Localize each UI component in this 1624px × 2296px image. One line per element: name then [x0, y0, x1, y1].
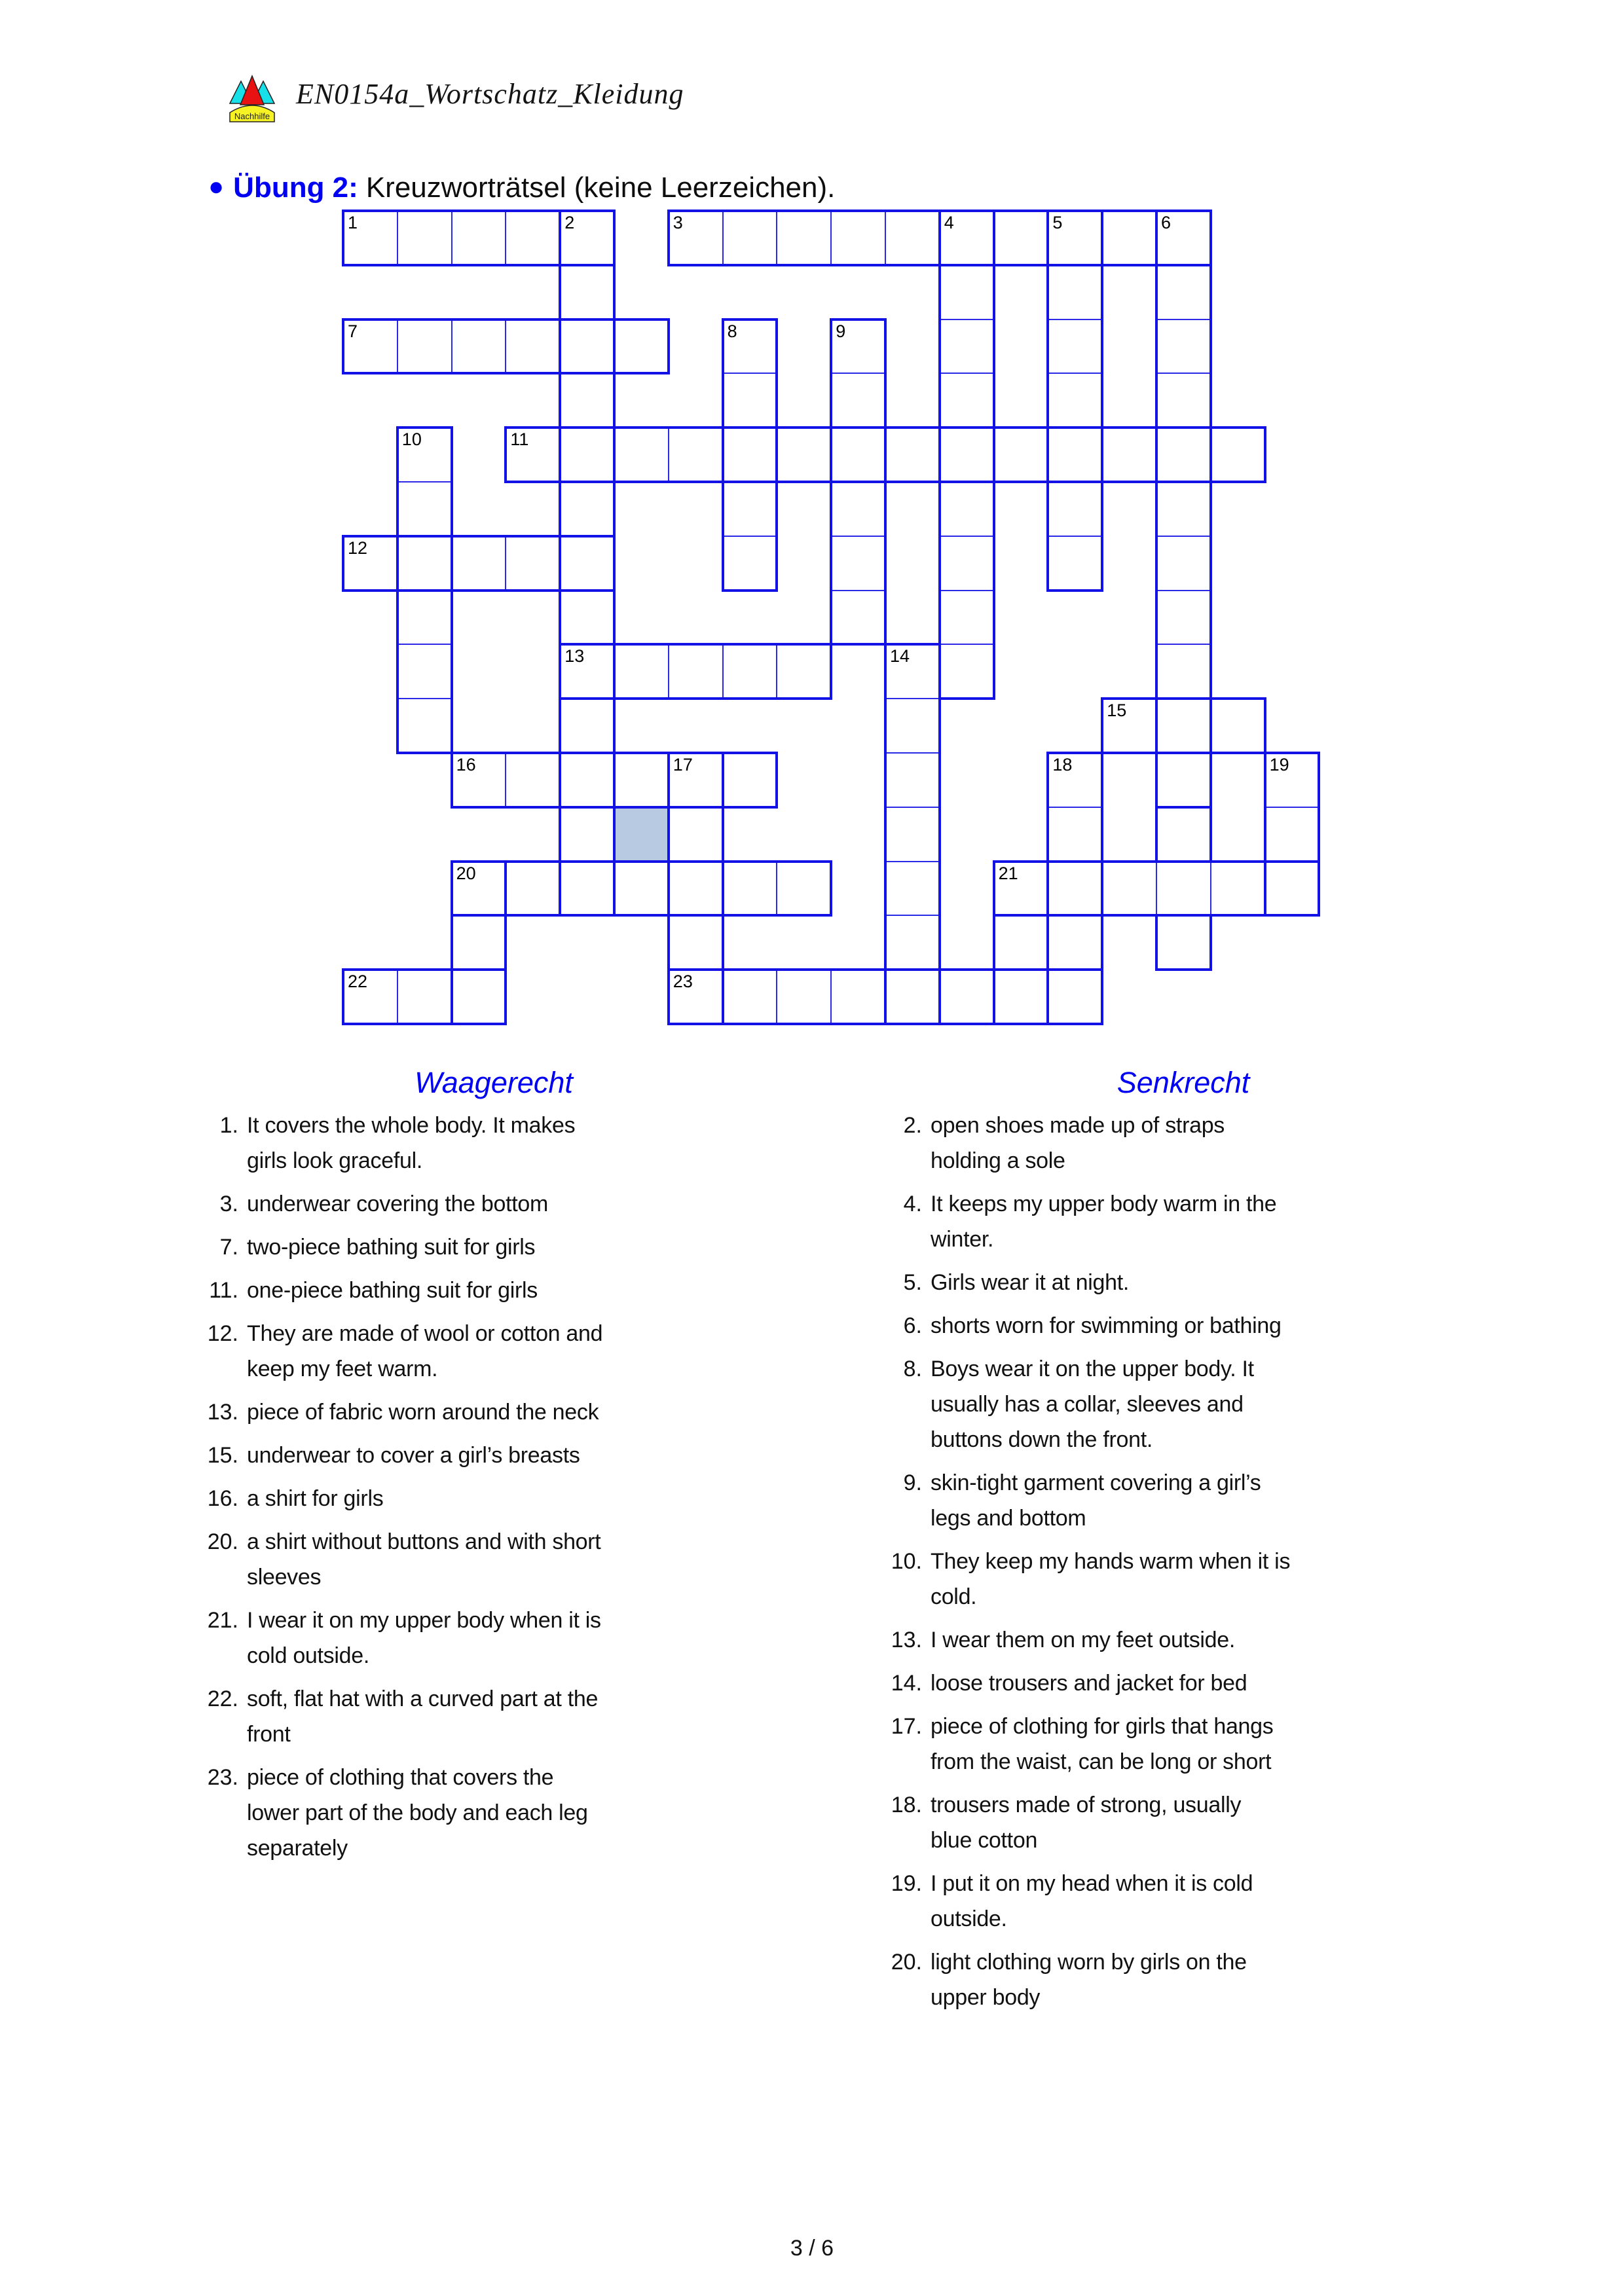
- clue-text: skin-tight garment covering a girl’s legs and bottom: [931, 1470, 1261, 1531]
- down-word-box: [1101, 752, 1158, 863]
- cell-number: 19: [1269, 755, 1289, 774]
- clue-item: [872, 1622, 1587, 1658]
- bullet-icon: ●: [208, 172, 225, 201]
- clue-number: 10.: [891, 1549, 922, 1574]
- cell-number: 7: [348, 321, 358, 341]
- clue-number: 8.: [903, 1357, 922, 1381]
- logo-text: Nachhilfe: [234, 111, 270, 121]
- clue-item: [872, 1666, 1587, 1701]
- clue-text: It keeps my upper body warm in the winter.: [931, 1192, 1277, 1252]
- clue-number: 17.: [891, 1714, 922, 1739]
- down-word-box: [1046, 210, 1103, 592]
- clue-number: 11.: [209, 1278, 238, 1303]
- clue-item: [872, 1308, 1587, 1343]
- clue-text: piece of fabric worn around the neck: [247, 1400, 599, 1425]
- clue-number: 13.: [891, 1628, 922, 1652]
- clue-item: [189, 1681, 884, 1752]
- across-clues: [189, 1108, 884, 1874]
- clue-item: [189, 1438, 884, 1473]
- clue-number: 14.: [891, 1671, 922, 1696]
- clue-number: 7.: [219, 1235, 238, 1260]
- cell-number: 12: [348, 538, 368, 558]
- clue-number: 12.: [207, 1321, 238, 1346]
- clue-number: 13.: [207, 1400, 238, 1425]
- clue-item: [872, 1351, 1587, 1457]
- cell-number: 21: [998, 863, 1018, 883]
- clue-text: I wear it on my upper body when it is cold outside.: [247, 1608, 601, 1668]
- down-word-box: [559, 643, 616, 917]
- clue-number: 1.: [219, 1113, 238, 1138]
- down-word-box: [559, 210, 616, 646]
- cell-number: 5: [1052, 213, 1063, 232]
- cell-number: 10: [401, 429, 422, 450]
- clue-number: 22.: [207, 1686, 238, 1711]
- clue-item: [872, 1709, 1587, 1779]
- clue-text: piece of clothing for girls that hangs from the waist, can be long or short: [931, 1714, 1274, 1774]
- cell-number: 6: [1161, 213, 1172, 232]
- clue-text: Girls wear it at night.: [931, 1270, 1129, 1295]
- clue-text: Boys wear it on the upper body. It usually has a collar, sleeves and buttons down the front.: [931, 1357, 1254, 1452]
- cell-number: 18: [1052, 755, 1073, 774]
- clue-number: 6.: [903, 1313, 922, 1338]
- down-word-box: [1155, 806, 1212, 863]
- clue-item: [872, 1866, 1587, 1937]
- clue-text: It covers the whole body. It makes girls look graceful.: [247, 1113, 576, 1173]
- clue-number: 15.: [207, 1443, 238, 1468]
- down-word-box: [938, 210, 995, 700]
- clue-number: 20.: [207, 1529, 238, 1554]
- clue-item: [189, 1524, 884, 1595]
- clue-item: [189, 1603, 884, 1673]
- clue-text: one-piece bathing suit for girls: [247, 1278, 538, 1303]
- clue-number: 23.: [207, 1765, 238, 1790]
- down-word-box: [1264, 752, 1321, 917]
- clue-item: [872, 1465, 1587, 1536]
- clue-text: underwear to cover a girl’s breasts: [247, 1443, 580, 1468]
- clue-item: [872, 1108, 1587, 1178]
- clue-text: They keep my hands warm when it is cold.: [931, 1549, 1291, 1609]
- clue-item: [189, 1394, 884, 1430]
- clue-number: 19.: [891, 1871, 922, 1896]
- cell-number: 9: [836, 321, 846, 341]
- cell-number: 20: [456, 863, 476, 883]
- clue-item: [189, 1186, 884, 1222]
- down-word-box: [451, 860, 507, 1025]
- down-word-box: [993, 860, 1050, 1025]
- clue-text: loose trousers and jacket for bed: [931, 1671, 1247, 1696]
- clue-number: 4.: [903, 1192, 922, 1216]
- page-number: 3 / 6: [790, 2236, 834, 2261]
- clue-number: 2.: [903, 1113, 922, 1138]
- nachhilfe-logo: [228, 73, 276, 126]
- document-title: EN0154a_Wortschatz_Kleidung: [296, 78, 684, 110]
- down-word-box: [1155, 210, 1212, 809]
- clue-number: 20.: [891, 1950, 922, 1975]
- clue-item: [189, 1108, 884, 1178]
- exercise-line: [208, 172, 835, 204]
- clue-number: 21.: [207, 1608, 238, 1633]
- clue-number: 18.: [891, 1793, 922, 1817]
- clue-text: shorts worn for swimming or bathing: [931, 1313, 1282, 1338]
- clue-number: 5.: [903, 1270, 922, 1295]
- down-header: Senkrecht: [1116, 1066, 1250, 1099]
- cell-number: 4: [944, 213, 954, 232]
- clue-item: [872, 1186, 1587, 1257]
- down-word-box: [1209, 752, 1266, 863]
- across-header: Waagerecht: [415, 1066, 573, 1099]
- cell-number: 23: [673, 972, 693, 992]
- clue-item: [872, 1787, 1587, 1858]
- clue-item: [872, 1544, 1587, 1614]
- clue-item: [872, 1265, 1587, 1300]
- down-word-box: [1046, 752, 1103, 1025]
- clue-text: I wear them on my feet outside.: [931, 1628, 1236, 1652]
- down-word-box: [396, 426, 453, 754]
- exercise-label: Übung 2:: [233, 172, 358, 204]
- cell-number: 14: [890, 646, 910, 666]
- down-word-box: [884, 643, 941, 1025]
- exercise-instruction: Kreuzworträtsel (keine Leerzeichen).: [365, 172, 836, 204]
- cell-number: 11: [510, 429, 529, 450]
- clue-number: 3.: [219, 1192, 238, 1216]
- clue-text: two-piece bathing suit for girls: [247, 1235, 536, 1260]
- clue-text: underwear covering the bottom: [247, 1192, 549, 1216]
- cell-number: 13: [564, 646, 585, 666]
- down-word-box: [613, 806, 670, 863]
- clue-text: trousers made of strong, usually blue cotton: [931, 1793, 1242, 1853]
- cell-number: 16: [456, 755, 476, 774]
- clue-text: piece of clothing that covers the lower part of the body and each leg separately: [247, 1765, 588, 1861]
- down-word-box: [1155, 914, 1212, 971]
- cell-number: 17: [673, 755, 693, 774]
- clue-text: light clothing worn by girls on the upper body: [931, 1950, 1247, 2010]
- clue-text: a shirt without buttons and with short sleeves: [247, 1529, 601, 1590]
- clue-text: soft, flat hat with a curved part at the front: [247, 1686, 599, 1747]
- down-clues: [872, 1108, 1587, 2023]
- clue-number: 16.: [207, 1486, 238, 1511]
- clue-text: They are made of wool or cotton and keep my feet warm.: [247, 1321, 603, 1381]
- clue-item: [189, 1230, 884, 1265]
- clue-number: 9.: [903, 1470, 922, 1495]
- clue-item: [189, 1316, 884, 1387]
- across-word-box: [451, 860, 833, 917]
- clue-text: open shoes made up of straps holding a sole: [931, 1113, 1225, 1173]
- clue-item: [189, 1273, 884, 1308]
- clue-item: [189, 1481, 884, 1516]
- cell-number: 1: [348, 213, 358, 232]
- cell-number: 22: [348, 972, 368, 992]
- clue-text: a shirt for girls: [247, 1486, 384, 1511]
- cell-number: 15: [1107, 701, 1127, 721]
- cell-number: 8: [727, 321, 737, 341]
- clue-text: I put it on my head when it is cold outside.: [931, 1871, 1253, 1931]
- down-word-box: [722, 318, 779, 592]
- cell-number: 3: [673, 213, 683, 232]
- clue-item: [189, 1760, 884, 1866]
- clue-item: [872, 1944, 1587, 2015]
- down-word-box: [830, 318, 887, 646]
- cell-number: 2: [564, 213, 575, 232]
